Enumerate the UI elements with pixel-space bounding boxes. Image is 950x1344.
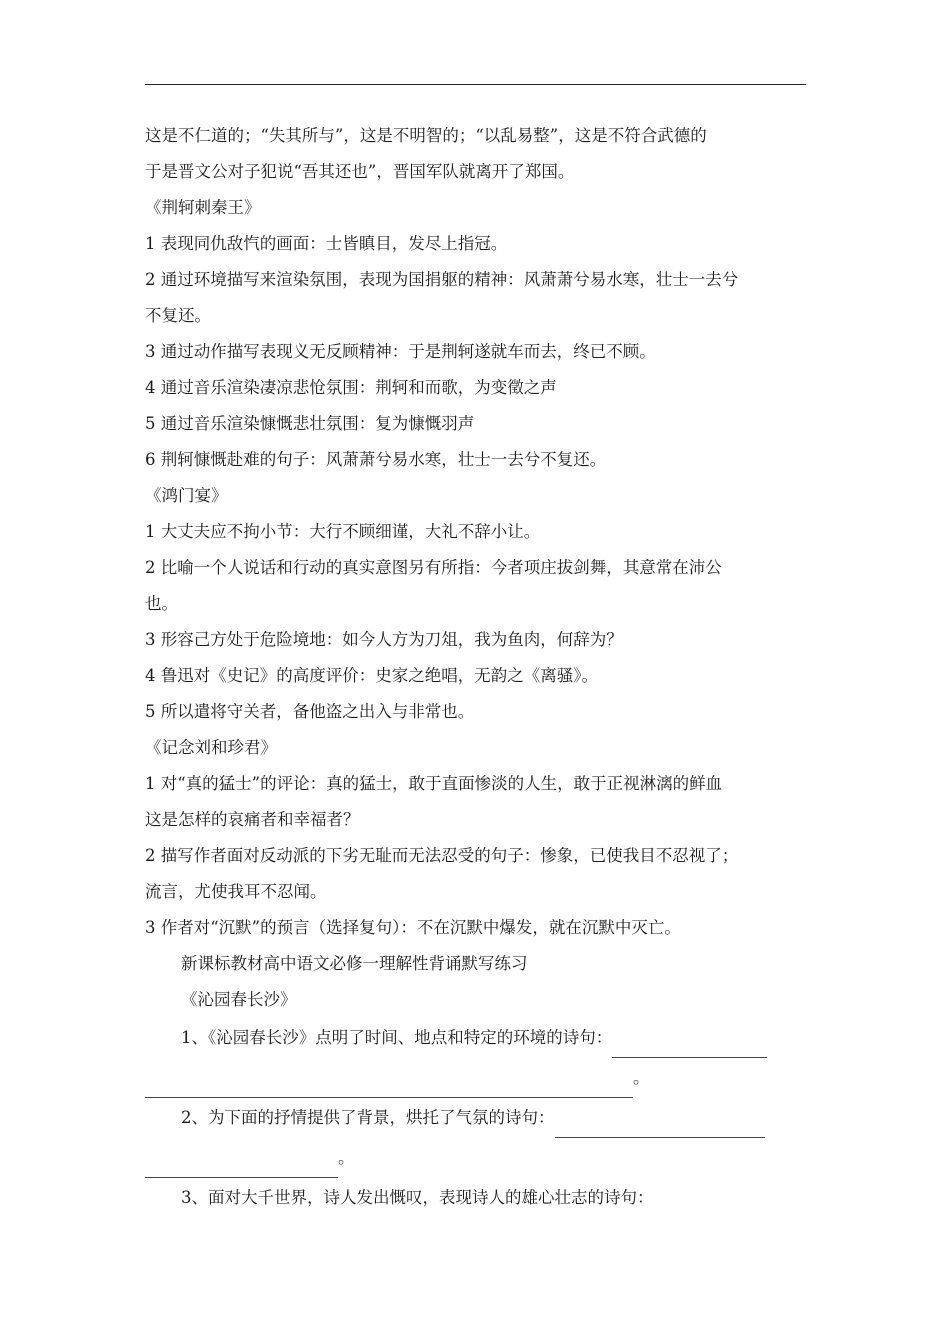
exercise-item [145,1098,806,1138]
exercise-continuation [145,1058,806,1098]
exercise-item [145,1018,806,1058]
text-line: 于是晋文公对子犯说“吾其还也”，晋国军队就离开了郑国。 [145,162,575,181]
text-line: 2 通过环境描写来渲染氛围，表现为国捐躯的精神：风萧萧兮易水寒，壮士一去兮 [145,270,739,289]
text-line: 3 通过动作描写表现义无反顾精神：于是荆轲遂就车而去，终已不顾。 [145,342,656,361]
text-line: 6 荆轲慷慨赴难的句子：风萧萧兮易水寒，壮士一去兮不复还。 [145,450,607,469]
text-line: 这是不仁道的；“失其所与”，这是不明智的；“以乱易整”，这是不符合武德的 [145,126,707,145]
text-line: 2 比喻一个人说话和行动的真实意图另有所指：今者项庄拔剑舞，其意常在沛公 [145,558,722,577]
answer-blank[interactable] [612,1033,767,1058]
text-line: 1 大丈夫应不拘小节：大行不顾细谨，大礼不辞小让。 [145,522,541,541]
answer-blank[interactable] [145,1073,633,1098]
text-line: 4 通过音乐渲染凄凉悲怆氛围：荆轲和而歌，为变徵之声 [145,378,557,397]
text-line: 不复还。 [145,306,211,325]
text-line: 3 形容己方处于危险境地：如今人方为刀俎，我为鱼肉，何辞为？ [145,630,623,649]
exercise-continuation [145,1138,806,1178]
question-text: 3、面对大千世界，诗人发出慨叹，表现诗人的雄心壮志的诗句： [181,1188,654,1207]
text-line: 1 表现同仇敌忾的画面：士皆瞋目，发尽上指冠。 [145,234,508,253]
answer-blank[interactable] [555,1113,765,1138]
end-mark: 。 [633,1068,650,1087]
answer-blank[interactable] [145,1153,338,1178]
section-title: 《荆轲刺秦王》 [145,198,261,217]
header-rule [145,84,806,85]
text-line: 4 鲁迅对《史记》的高度评价：史家之绝唱，无韵之《离骚》。 [145,666,598,685]
text-line: 也。 [145,594,178,613]
text-line: 流言，尤使我耳不忍闻。 [145,882,327,901]
end-mark: 。 [338,1148,355,1167]
text-line: 5 所以遣将守关者，备他盗之出入与非常也。 [145,702,475,721]
text-line: 5 通过音乐渲染慷慨悲壮氛围：复为慷慨羽声 [145,414,475,433]
question-text: 2、为下面的抒情提供了背景，烘托了气氛的诗句： [181,1108,555,1127]
section-title: 《沁园春长沙》 [181,990,297,1009]
document-body [145,118,806,1218]
exercise-item [145,1178,806,1218]
question-text: 1、《沁园春长沙》点明了时间、地点和特定的环境的诗句： [181,1028,613,1047]
section-title: 《鸿门宴》 [145,486,228,505]
exercise-heading: 新课标教材高中语文必修一理解性背诵默写练习 [181,954,528,973]
text-line: 1 对“真的猛士”的评论：真的猛士，敢于直面惨淡的人生，敢于正视淋漓的鲜血 [145,774,723,793]
text-line: 2 描写作者面对反动派的下劣无耻而无法忍受的句子：惨象，已使我目不忍视了； [145,846,739,865]
text-line: 这是怎样的哀痛者和幸福者？ [145,810,360,829]
text-line: 3 作者对“沉默”的预言（选择复句）：不在沉默中爆发，就在沉默中灭亡。 [145,918,681,937]
section-title: 《记念刘和珍君》 [145,738,277,757]
